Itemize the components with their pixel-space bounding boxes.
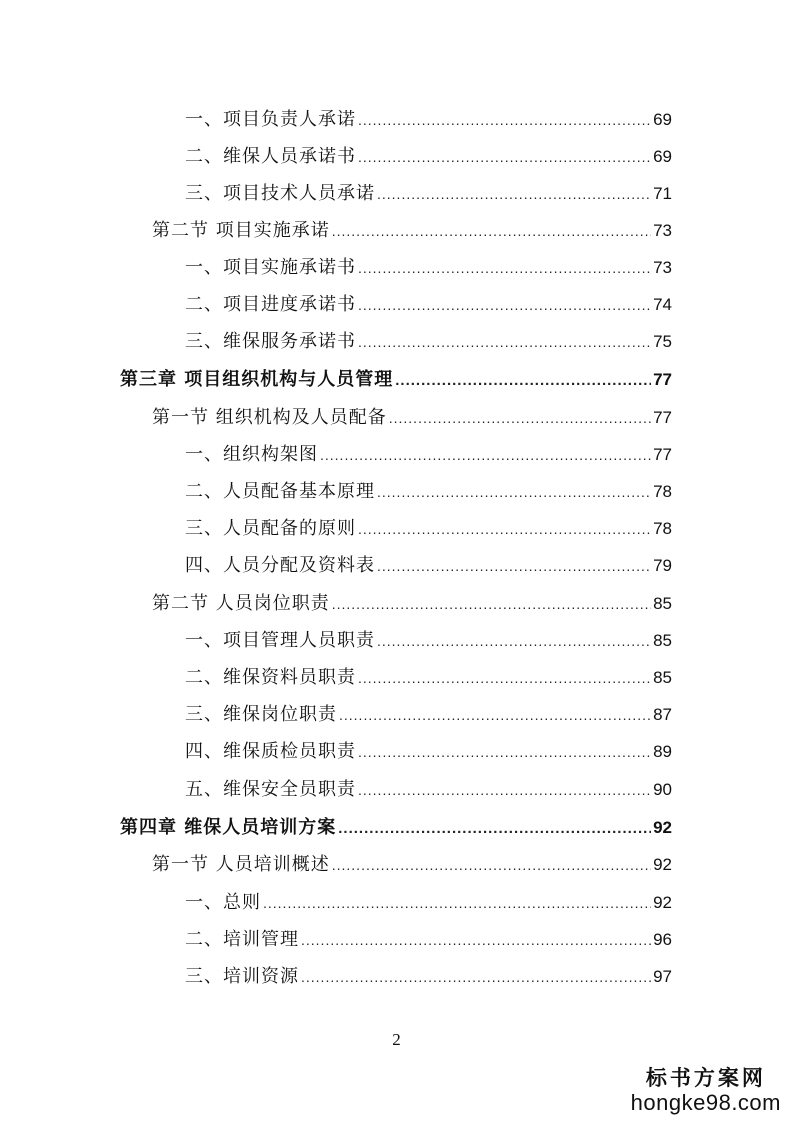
dot-leader [339, 700, 651, 730]
toc-entry-page: 69 [653, 110, 672, 129]
toc-entry-page: 74 [653, 295, 672, 314]
toc-entry-page: 77 [653, 370, 672, 389]
dot-leader [377, 179, 651, 209]
toc-entry-page: 78 [653, 519, 672, 538]
toc-entry-label: 一、项目负责人承诺 [185, 109, 356, 130]
toc-entry-page: 69 [653, 147, 672, 166]
toc-entry[interactable] [185, 626, 672, 656]
toc-entry[interactable] [185, 925, 672, 955]
toc-entry-label: 四、人员分配及资料表 [185, 555, 375, 576]
toc-entry-page: 77 [653, 445, 672, 464]
toc-entry-label: 二、维保资料员职责 [185, 667, 356, 688]
toc-entry-page: 78 [653, 482, 672, 501]
toc-entry-page: 85 [653, 668, 672, 687]
toc-entry[interactable] [185, 514, 672, 544]
toc-entry[interactable] [152, 403, 672, 433]
toc-entry-label: 三、培训资源 [185, 966, 299, 987]
toc-entry[interactable] [120, 365, 672, 395]
toc-entry-page: 92 [653, 893, 672, 912]
toc-entry-page: 85 [653, 594, 672, 613]
toc-entry-label: 五、维保安全员职责 [185, 779, 356, 800]
dot-leader [377, 551, 651, 581]
toc-entry-label: 第一节 组织机构及人员配备 [152, 407, 387, 428]
toc-entry-label: 第二节 人员岗位职责 [152, 593, 330, 614]
dot-leader [332, 589, 651, 619]
dot-leader [263, 888, 651, 918]
page-number: 2 [392, 1030, 401, 1049]
toc-entry[interactable] [185, 663, 672, 693]
dot-leader [389, 403, 651, 433]
watermark-url: hongke98.com [630, 1090, 781, 1115]
toc-entry-label: 二、培训管理 [185, 929, 299, 950]
toc-entry-page: 92 [653, 855, 672, 874]
toc-entry-page: 73 [653, 221, 672, 240]
toc-entry-label: 第三章 项目组织机构与人员管理 [120, 369, 394, 390]
toc-entry-label: 三、人员配备的原则 [185, 518, 356, 539]
toc-entry-page: 97 [653, 967, 672, 986]
toc-entry-page: 87 [653, 705, 672, 724]
toc-entry-label: 二、维保人员承诺书 [185, 146, 356, 167]
toc-entry-label: 四、维保质检员职责 [185, 741, 356, 762]
toc-entry-page: 92 [653, 818, 672, 837]
toc-entry-label: 第一节 人员培训概述 [152, 854, 330, 875]
dot-leader [358, 663, 651, 693]
toc-entry[interactable] [185, 477, 672, 507]
dot-leader [377, 477, 651, 507]
toc-entry-page: 85 [653, 631, 672, 650]
dot-leader [320, 440, 651, 470]
dot-leader [358, 290, 651, 320]
dot-leader [358, 105, 651, 135]
toc-entry[interactable] [185, 551, 672, 581]
toc-entry-page: 77 [653, 408, 672, 427]
toc-entry-label: 三、维保岗位职责 [185, 704, 337, 725]
toc-entry-label: 二、项目进度承诺书 [185, 294, 356, 315]
dot-leader [377, 626, 651, 656]
toc-entry-page: 96 [653, 930, 672, 949]
toc-entry-page: 89 [653, 742, 672, 761]
toc-entry[interactable] [185, 962, 672, 992]
toc-entry-page: 90 [653, 780, 672, 799]
dot-leader [358, 142, 651, 172]
toc-entry[interactable] [185, 290, 672, 320]
toc-entry-label: 一、总则 [185, 892, 261, 913]
dot-leader [358, 737, 651, 767]
toc-entry-label: 一、项目管理人员职责 [185, 630, 375, 651]
dot-leader [395, 366, 651, 396]
toc-entry-page: 71 [653, 184, 672, 203]
toc-entry[interactable] [185, 253, 672, 283]
dot-leader [358, 253, 651, 283]
toc-entry-label: 二、人员配备基本原理 [185, 481, 375, 502]
dot-leader [358, 775, 651, 805]
toc-entry[interactable] [185, 737, 672, 767]
dot-leader [301, 962, 651, 992]
toc-entry-page: 73 [653, 258, 672, 277]
toc-entry[interactable] [185, 105, 672, 135]
toc-entry-label: 第二节 项目实施承诺 [152, 220, 330, 241]
dot-leader [332, 850, 651, 880]
toc-entry[interactable] [185, 142, 672, 172]
toc-entry[interactable] [185, 888, 672, 918]
toc-entry[interactable] [152, 216, 672, 246]
toc-entry[interactable] [152, 850, 672, 880]
toc-entry-label: 一、组织构架图 [185, 444, 318, 465]
toc-entry-page: 79 [653, 556, 672, 575]
toc-entry-label: 第四章 维保人员培训方案 [120, 817, 337, 838]
watermark-logo [631, 1062, 781, 1116]
dot-leader [358, 514, 651, 544]
toc-entry-page: 75 [653, 332, 672, 351]
dot-leader [338, 814, 651, 844]
toc-entry[interactable] [120, 813, 672, 843]
toc-entry[interactable] [152, 589, 672, 619]
toc-entry[interactable] [185, 440, 672, 470]
toc-entry[interactable] [185, 327, 672, 357]
toc-entry[interactable] [185, 179, 672, 209]
watermark-name: 标书方案网 [645, 1065, 766, 1090]
dot-leader [301, 925, 651, 955]
toc-entry[interactable] [185, 775, 672, 805]
toc-entry-label: 一、项目实施承诺书 [185, 257, 356, 278]
dot-leader [332, 216, 651, 246]
toc-entry-label: 三、项目技术人员承诺 [185, 183, 375, 204]
toc-entry[interactable] [185, 700, 672, 730]
toc-entry-label: 三、维保服务承诺书 [185, 331, 356, 352]
dot-leader [358, 327, 651, 357]
